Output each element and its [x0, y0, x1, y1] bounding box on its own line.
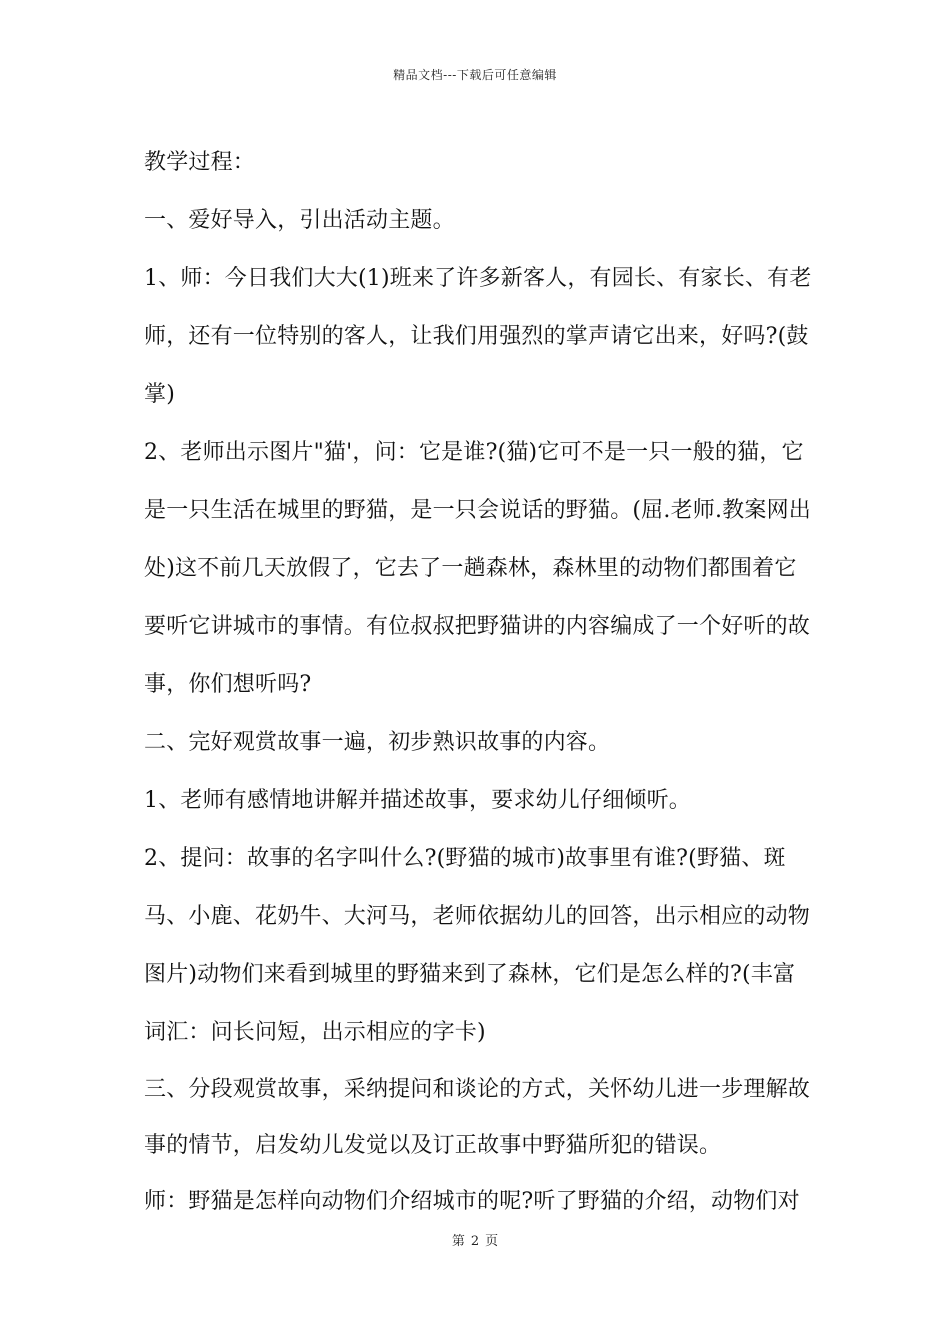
document-header: 精品文档---下载后可任意编辑 — [393, 68, 557, 82]
paragraph-item-1: 1、师：今日我们大大(1)班来了许多新客人，有园长、有家长、有老师，还有一位特别的客人，让我们用强烈的掌声请它出来，好吗?(鼓掌) — [144, 266, 812, 407]
paragraph-section-three-heading: 三、分段观赏故事，采纳提问和谈论的方式，关怀幼儿进一步理解故事的情节，启发幼儿发觉以及订正故事中野猫所犯的错误。 — [144, 1077, 811, 1158]
page-number-suffix: 页 — [485, 1234, 499, 1249]
paragraph-item-2: 2、老师出示图片"猫'，问：它是谁?(猫)它可不是一只一般的猫，它是一只生活在城里的野猫，是一只会说话的野猫。(屈.老师.教案网出处)这不前几天放假了，它去了一趟森林，森林里的动物们都围着它要听它讲城市的事情。有位叔叔把野猫讲的内容编成了一个好听的故事，你们想听吗? — [144, 440, 811, 697]
paragraph-section-two-heading: 二、完好观赏故事一遍，初步熟识故事的内容。 — [144, 730, 611, 755]
paragraph-teaching-process-heading: 教学过程： — [144, 150, 256, 175]
paragraph-section-one-heading: 一、爱好导入，引出活动主题。 — [144, 208, 455, 233]
page-number-prefix: 第 — [451, 1234, 465, 1249]
page-number: 2 — [470, 1234, 480, 1249]
paragraph-section-two-item-1: 1、老师有感情地讲解并描述故事，要求幼儿仔细倾听。 — [144, 788, 691, 813]
paragraph-section-two-item-2: 2、提问：故事的名字叫什么?(野猫的城市)故事里有谁?(野猫、斑马、小鹿、花奶牛、大河马，老师依据幼儿的回答，出示相应的动物图片)动物们来看到城里的野猫来到了森林，它们是怎么样的?(丰富词汇：问长问短，出示相应的字卡) — [144, 846, 811, 1045]
page-footer — [0, 1230, 950, 1249]
paragraph-teacher-question: 师：野猫是怎样向动物们介绍城市的呢?听了野猫的介绍，动物们对 — [144, 1189, 800, 1214]
document-body — [144, 134, 812, 1230]
